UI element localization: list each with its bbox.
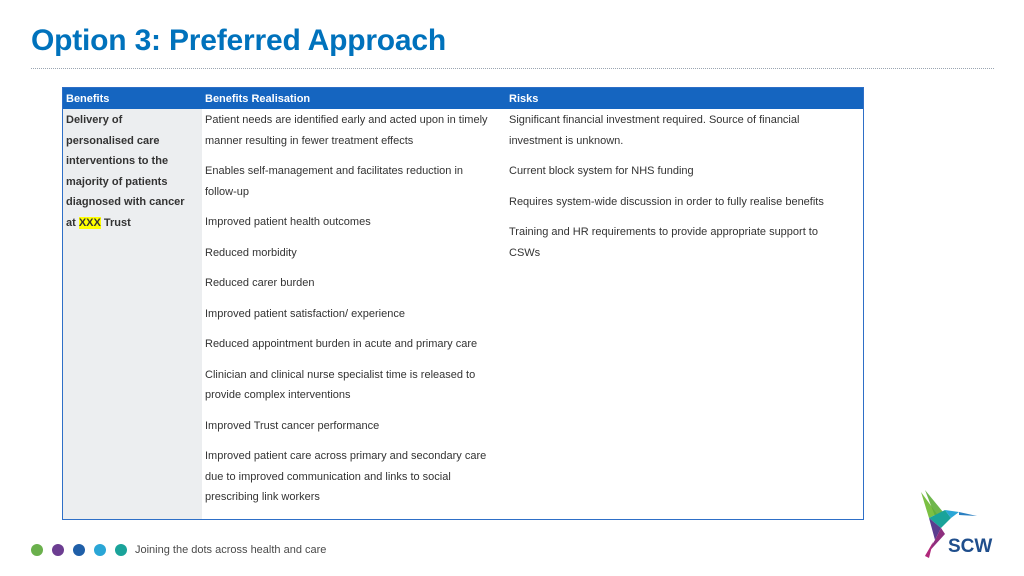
footer-dot-lightblue	[94, 544, 106, 556]
scw-logo	[915, 488, 1005, 560]
realisation-item: due to improved communication and links to social	[205, 470, 451, 483]
benefit-text	[66, 110, 200, 233]
approach-table	[62, 87, 864, 520]
page-title: Option 3: Preferred Approach	[31, 24, 447, 57]
header-benefits: Benefits	[66, 93, 110, 105]
benefit-prefix: at	[66, 216, 79, 229]
benefit-line: interventions to the	[66, 155, 169, 167]
benefit-line: Delivery of	[66, 114, 123, 126]
risk-item: CSWs	[509, 246, 541, 259]
benefit-line: majority of patients	[66, 175, 168, 188]
realisation-item: Improved Trust cancer performance	[205, 419, 380, 432]
realisation-item: manner resulting in fewer treatment effects	[205, 134, 414, 147]
title-divider	[31, 68, 994, 69]
logo-text: SCW	[948, 536, 993, 557]
risk-item: Significant financial investment required. Source of financial	[509, 114, 800, 126]
realisation-item: prescribing link workers	[205, 491, 320, 503]
realisation-item: Reduced appointment burden in acute and primary care	[205, 338, 478, 350]
realisation-item: Patient needs are identified early and acted upon in timely	[205, 114, 488, 126]
footer-dot-purple	[52, 544, 64, 556]
realisation-item: Enables self-management and facilitates reduction in	[205, 165, 464, 177]
header-risks: Risks	[509, 93, 539, 105]
realisation-item: Improved patient health outcomes	[205, 216, 371, 228]
footer-dot-teal	[115, 544, 127, 556]
footer-dot-green	[31, 544, 43, 556]
header-benefits-realisation: Benefits Realisation	[205, 93, 311, 105]
risks-column	[507, 109, 863, 519]
realisation-item: Reduced carer burden	[205, 277, 315, 289]
risk-item: investment is unknown.	[509, 134, 624, 147]
risk-item: Training and HR requirements to provide appropriate support to	[509, 226, 818, 238]
benefits-realisation-column	[202, 109, 507, 519]
risk-item: Current block system for NHS funding	[509, 165, 694, 177]
trust-placeholder-highlight: XXX	[78, 216, 101, 229]
realisation-item: Improved patient satisfaction/ experience	[205, 307, 405, 320]
benefit-suffix: Trust	[100, 216, 131, 229]
benefit-line: diagnosed with cancer	[66, 196, 185, 208]
realisation-item: Reduced morbidity	[205, 246, 297, 259]
table-header-row	[63, 88, 863, 109]
benefit-line-trust	[66, 213, 200, 234]
benefits-column	[63, 109, 202, 519]
risk-item: Requires system-wide discussion in order to fully realise benefits	[509, 195, 824, 208]
realisation-item: follow-up	[205, 185, 250, 198]
footer-tagline: Joining the dots across health and care	[135, 544, 327, 556]
realisation-item: Improved patient care across primary and secondary care	[205, 450, 487, 462]
footer-dot-blue	[73, 544, 85, 556]
realisation-item: provide complex interventions	[205, 389, 351, 401]
realisation-item: Clinician and clinical nurse specialist time is released to	[205, 368, 476, 381]
benefit-line: personalised care	[66, 134, 160, 147]
